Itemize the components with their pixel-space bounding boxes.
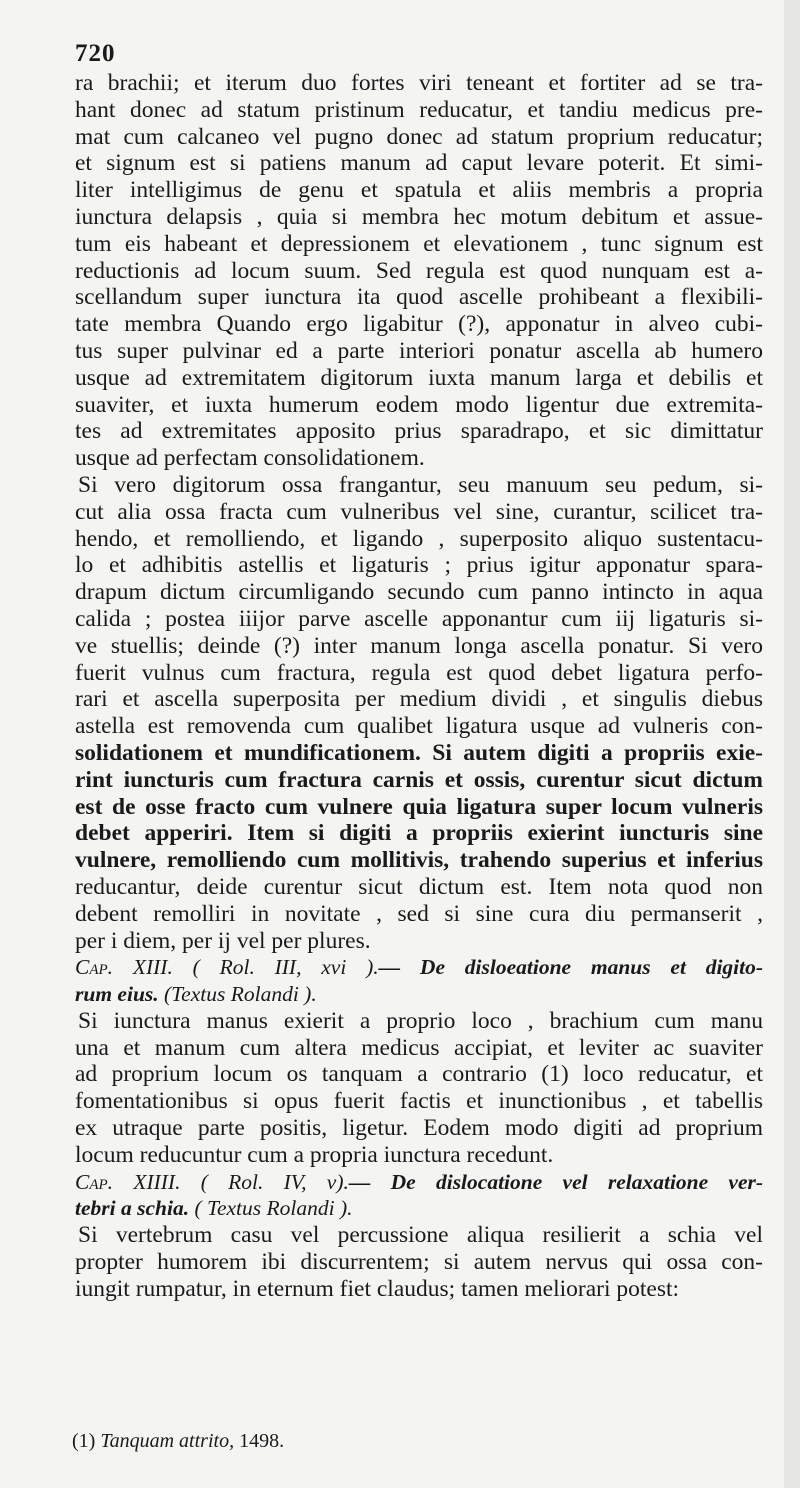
paragraph-1 (75, 70, 763, 472)
chapter-14-title-part-1: De dislocatione vel relaxatione ver- (390, 1169, 764, 1194)
p1-line: suaviter, et iuxta humerum eodem modo ligentur due extremita- (75, 391, 763, 418)
c13-line: Si iunctura manus exierit a proprio loco , brachium cum manu (78, 1007, 763, 1034)
c13-line: ad proprium locum os tanquam a contrario (1) loco reducatur, et (75, 1061, 763, 1088)
chapter-14-ref: ( Rol. IV, v). (200, 1169, 349, 1194)
p2-line: per i diem, per ij vel per plures. (75, 927, 371, 954)
page-number: 720 (75, 40, 116, 67)
c13-line: una et manum cum altera medicus accipiat, et leviter ac suaviter (75, 1034, 763, 1061)
chapter-14-heading-line-1 (75, 1169, 763, 1196)
chapter-13-title-part-2: rum eius. (75, 982, 159, 1007)
p2-line: cut alia ossa fracta cum vulneribus vel sine, curantur, scilicet tra- (75, 498, 763, 525)
page-edge-shadow (784, 0, 800, 1488)
c14-line: iungit rumpatur, in eternum fiet claudus; tamen meliorari potest: (75, 1275, 680, 1302)
chapter-13-text (75, 1008, 763, 1169)
chapter-14-heading-line-2 (75, 1195, 763, 1222)
p2-line: est de osse fracto cum vulnere quia ligatura super locum vulneris (75, 793, 763, 820)
chapter-13-title-part-1: De disloeatione manus et digito- (419, 955, 764, 980)
p1-line: usque ad perfectam consolidationem. (75, 445, 425, 472)
footnote (72, 1430, 284, 1453)
chapter-14-source: ( Textus Rolandi ). (194, 1196, 353, 1221)
p2-line: vulnere, remolliendo cum mollitivis, trahendo superius et inferius (75, 847, 763, 874)
c14-line: propter humorem ibi discurrentem; si autem nervus qui ossa con- (75, 1249, 763, 1276)
p2-line: hendo, et remolliendo, et ligando , superposito aliquo sustentacu- (75, 525, 763, 552)
p2-line: drapum dictum circumligando secundo cum panno intincto in aqua (75, 579, 763, 606)
c13-line: locum reducuntur cum a propria iunctura recedunt. (75, 1141, 554, 1168)
p2-line: astella est removenda cum qualibet ligatura usque ad vulneris con- (75, 713, 763, 740)
p2-line: lo et adhibitis astellis et ligaturis ; prius igitur apponatur spara- (75, 552, 763, 579)
p2-line: Si vero digitorum ossa frangantur, seu manuum seu pedum, si- (78, 471, 763, 498)
paragraph-2 (75, 472, 763, 954)
chapter-13-heading (75, 954, 763, 1008)
c14-line: Si vertebrum casu vel percussione aliqua resilierit a schia vel (78, 1222, 763, 1249)
p1-line: iunctura delapsis , quia si membra hec motum debitum et assue- (75, 203, 763, 230)
chapter-13-source: (Textus Rolandi ). (164, 982, 317, 1007)
footnote-marker: (1) (72, 1430, 96, 1452)
chapter-13-dash: — (378, 955, 401, 980)
p2-line: fuerit vulnus cum fractura, regula est quod debet ligatura perfo- (75, 659, 763, 686)
p2-line: ve stuellis; deinde (?) inter manum longa ascella ponatur. Si vero (75, 632, 763, 659)
footnote-separator (75, 1408, 763, 1409)
p2-line: debet apperiri. Item si digiti a propriis exierint iuncturis sine (75, 820, 763, 847)
p1-line: mat cum calcaneo vel pugno donec ad statum proprium reducatur; (75, 123, 763, 150)
p1-line: hant donec ad statum pristinum reducatur, et tandiu medicus pre- (75, 96, 763, 123)
p1-line: tus super pulvinar ed a parte interiori ponatur ascella ab humero (75, 337, 763, 364)
chapter-13-ref: ( Rol. III, xvi ). (192, 955, 379, 980)
chapter-14-number: XIIII. (133, 1169, 181, 1194)
p1-line: et signum est si patiens manum ad caput levare poterit. Et simi- (75, 150, 763, 177)
p1-line: scellandum super iunctura ita quod ascelle prohibeant a flexibili- (75, 284, 763, 311)
footnote-year: 1498. (239, 1430, 285, 1452)
chapter-13-number: XIII. (132, 955, 173, 980)
p2-line: rint iuncturis cum fractura carnis et ossis, curentur sicut dictum (75, 766, 763, 793)
p1-line: usque ad extremitatem digitorum iuxta manum larga et debilis et (75, 364, 763, 391)
p2-line: debent remolliri in novitate , sed si sine cura diu permanserit , (75, 900, 763, 927)
chapter-13-label: Cap. (75, 955, 114, 980)
c13-line: ex utraque parte positis, ligetur. Eodem modo digiti ad proprium (75, 1115, 763, 1142)
page-body (75, 70, 763, 1303)
chapter-13-heading-line-2 (75, 981, 763, 1008)
p2-line: calida ; postea iiijor parve ascelle apponantur cum iij ligaturis si- (75, 605, 763, 632)
p1-line: reductionis ad locum suum. Sed regula est quod nunquam est a- (75, 257, 763, 284)
chapter-14-heading (75, 1169, 763, 1223)
chapter-14-text (75, 1222, 763, 1302)
chapter-14-dash: — (348, 1169, 371, 1194)
p1-line: ra brachii; et iterum duo fortes viri teneant et fortiter ad se tra- (75, 70, 763, 96)
footnote-text: Tanquam attrito, (100, 1430, 235, 1452)
p1-line: tes ad extremitates apposito prius sparadrapo, et sic dimittatur (75, 418, 763, 445)
chapter-14-title-part-2: tebri a schia. (75, 1196, 190, 1221)
chapter-13-heading-line-1 (75, 954, 763, 981)
p2-line: rari et ascella superposita per medium dividi , et singulis diebus (75, 686, 763, 713)
p2-line: solidationem et mundificationem. Si autem digiti a propriis exie- (75, 739, 763, 766)
c13-line: fomentationibus si opus fuerit factis et inunctionibus , et tabellis (75, 1088, 763, 1115)
p1-line: tate membra Quando ergo ligabitur (?), apponatur in alveo cubi- (75, 311, 763, 338)
chapter-14-label: Cap. (75, 1169, 114, 1194)
p2-line: reducantur, deide curentur sicut dictum est. Item nota quod non (75, 873, 763, 900)
p1-line: tum eis habeant et depressionem et elevationem , tunc signum est (75, 230, 763, 257)
p1-line: liter intelligimus de genu et spatula et aliis membris a propria (75, 177, 763, 204)
